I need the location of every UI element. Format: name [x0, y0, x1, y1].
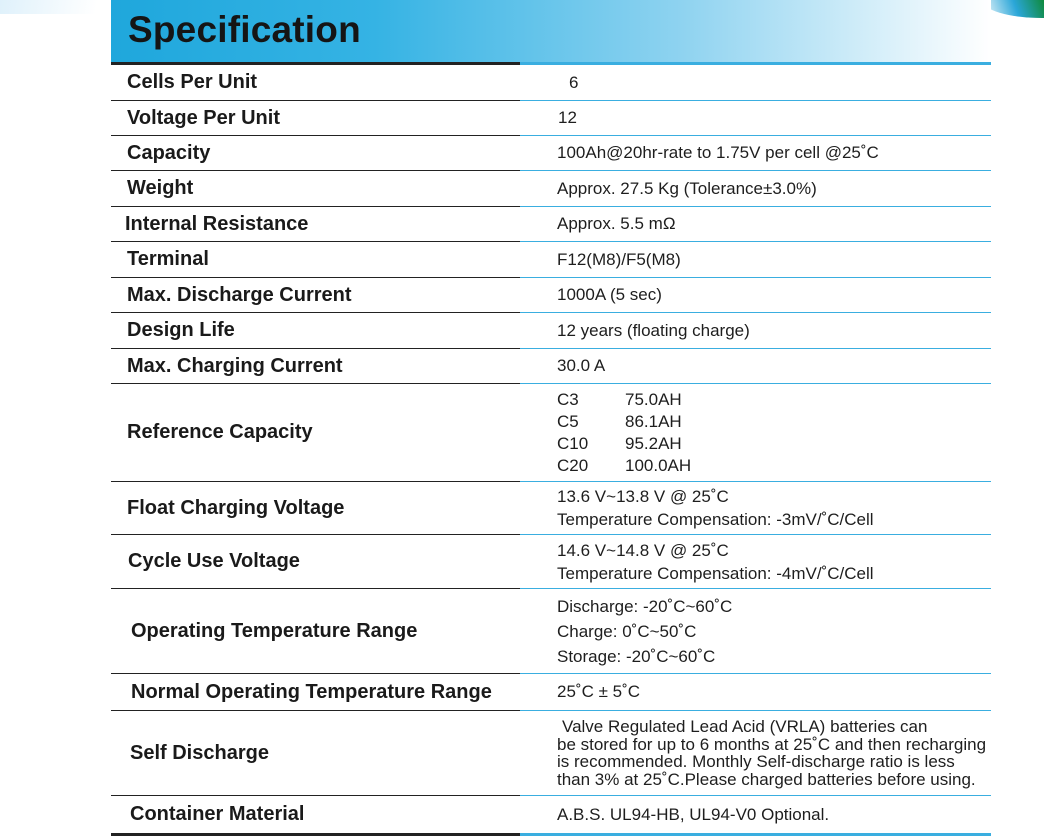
spec-label: Operating Temperature Range	[111, 589, 520, 674]
spec-label: Reference Capacity	[111, 384, 520, 482]
spec-value: Approx. 5.5 mΩ	[520, 207, 991, 242]
spec-value: 30.0 A	[520, 349, 991, 384]
spec-value-line: be stored for up to 6 months at 25˚C and then recharging	[557, 734, 987, 754]
spec-label: Cells Per Unit	[111, 64, 520, 101]
spec-value-line: Temperature Compensation: -3mV/˚C/Cell	[557, 510, 874, 529]
spec-row-self-discharge	[111, 711, 991, 796]
capacity-rate: C3	[557, 389, 579, 409]
spec-row-voltage-per-unit	[111, 101, 991, 136]
spec-value-line: Storage: -20˚C~60˚C	[557, 646, 716, 666]
spec-row-weight	[111, 171, 991, 207]
spec-value-line: Temperature Compensation: -4mV/˚C/Cell	[557, 563, 874, 583]
spec-value-line: 13.6 V~13.8 V @ 25˚C	[557, 487, 729, 506]
spec-value: 1000A (5 sec)	[520, 278, 991, 313]
capacity-amount: 95.2AH	[625, 433, 682, 453]
spec-row-max-charging-current	[111, 349, 991, 384]
spec-label: Normal Operating Temperature Range	[111, 674, 520, 711]
spec-label: Max. Discharge Current	[111, 278, 520, 313]
spec-row-float-charging-voltage	[111, 482, 991, 535]
spec-row-cells-per-unit	[111, 64, 991, 101]
spec-label: Weight	[111, 171, 520, 207]
spec-row-cycle-use-voltage	[111, 535, 991, 589]
spec-label: Voltage Per Unit	[111, 101, 520, 136]
spec-label: Max. Charging Current	[111, 349, 520, 384]
spec-value: 25˚C ± 5˚C	[520, 674, 991, 711]
spec-value-line: than 3% at 25˚C.Please charged batteries before using.	[557, 769, 976, 789]
capacity-rate-row	[557, 389, 991, 411]
spec-row-capacity	[111, 136, 991, 171]
spec-value-line: Charge: 0˚C~50˚C	[557, 621, 697, 641]
capacity-amount: 86.1AH	[625, 411, 682, 431]
spec-row-operating-temperature-range	[111, 589, 991, 674]
capacity-rate-row	[557, 411, 991, 433]
spec-value: A.B.S. UL94-HB, UL94-V0 Optional.	[520, 796, 991, 835]
spec-value	[520, 384, 991, 482]
spec-value: F12(M8)/F5(M8)	[520, 242, 991, 278]
decorative-swoosh-right	[982, 0, 1044, 18]
spec-label: Float Charging Voltage	[111, 482, 520, 535]
spec-value: 12 years (floating charge)	[520, 313, 991, 349]
page-title: Specification	[128, 9, 361, 50]
capacity-rate-row	[557, 433, 991, 455]
spec-table	[111, 62, 991, 836]
spec-row-reference-capacity	[111, 384, 991, 482]
spec-value: 100Ah@20hr-rate to 1.75V per cell @25˚C	[520, 136, 991, 171]
spec-label: Cycle Use Voltage	[111, 535, 520, 589]
spec-row-normal-operating-temperature-range	[111, 674, 991, 711]
spec-value: Approx. 27.5 Kg (Tolerance±3.0%)	[520, 171, 991, 207]
spec-value-line: is recommended. Monthly Self-discharge ratio is less	[557, 752, 955, 771]
spec-value	[520, 711, 991, 796]
decorative-swoosh-left	[0, 0, 120, 14]
spec-row-max-discharge-current	[111, 278, 991, 313]
spec-value	[520, 482, 991, 535]
capacity-amount: 100.0AH	[625, 455, 692, 475]
spec-label: Capacity	[111, 136, 520, 171]
spec-value: 12	[520, 101, 991, 136]
spec-label: Terminal	[111, 242, 520, 278]
spec-value: 6	[520, 64, 991, 101]
spec-row-terminal	[111, 242, 991, 278]
spec-label: Self Discharge	[111, 711, 520, 796]
spec-value	[520, 535, 991, 589]
spec-row-container-material	[111, 796, 991, 835]
spec-value-line: Valve Regulated Lead Acid (VRLA) batteries can	[562, 717, 928, 736]
spec-value-line: Discharge: -20˚C~60˚C	[557, 596, 733, 616]
spec-value	[520, 589, 991, 674]
spec-label: Design Life	[111, 313, 520, 349]
capacity-rate-row	[557, 455, 991, 477]
spec-row-internal-resistance	[111, 207, 991, 242]
spec-label: Container Material	[111, 796, 520, 835]
capacity-amount: 75.0AH	[625, 389, 682, 409]
spec-value-line: 14.6 V~14.8 V @ 25˚C	[557, 540, 729, 560]
spec-row-design-life	[111, 313, 991, 349]
capacity-rate: C5	[557, 411, 579, 431]
capacity-rate: C20	[557, 455, 589, 475]
capacity-rate: C10	[557, 433, 589, 453]
spec-label: Internal Resistance	[111, 207, 520, 242]
